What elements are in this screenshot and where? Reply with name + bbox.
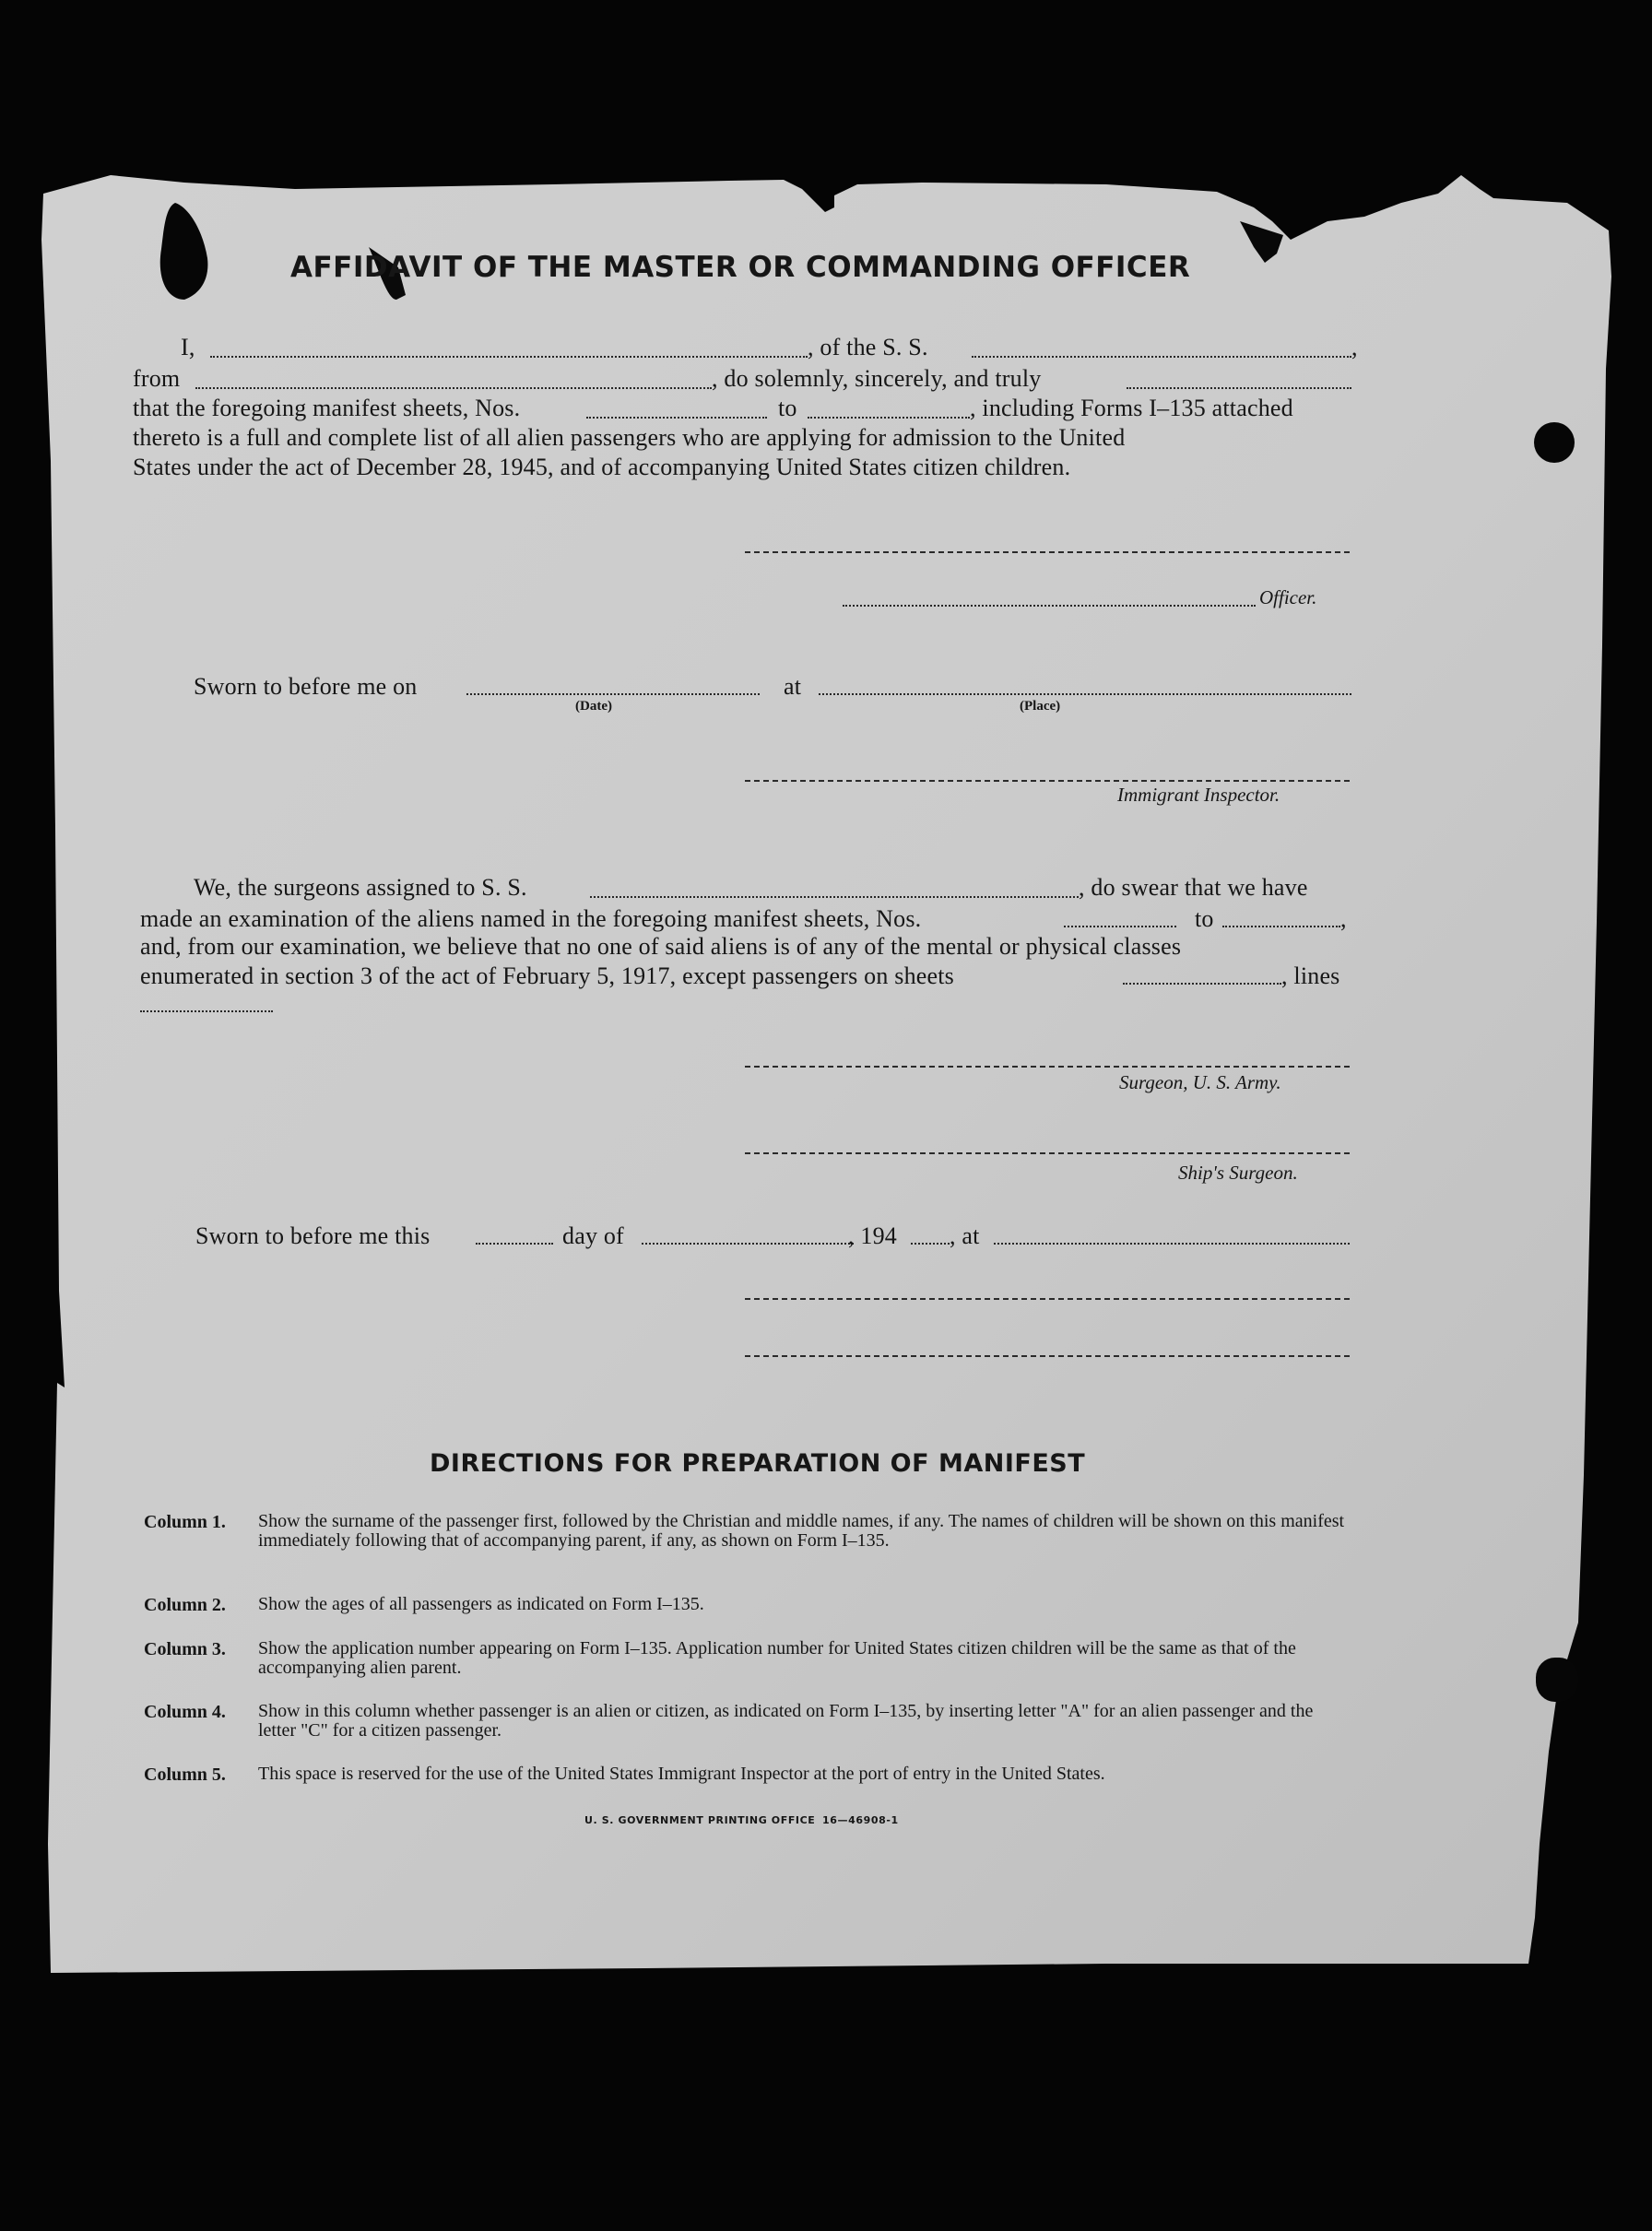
sworn-month-field[interactable] bbox=[642, 1243, 854, 1245]
direction-label-col4: Column 4. bbox=[144, 1702, 226, 1722]
affidavit-line1-mid: , of the S. S. bbox=[808, 334, 928, 360]
affidavit-title: AFFIDAVIT OF THE MASTER OR COMMANDING OFFICER bbox=[290, 251, 1191, 284]
officer-label: Officer. bbox=[1259, 586, 1317, 608]
ship-name-field[interactable] bbox=[972, 356, 1351, 358]
sworn-place-field[interactable] bbox=[819, 693, 1351, 695]
affidavit-line4: thereto is a full and complete list of all alien passengers who are applying for admission to the United bbox=[133, 424, 1126, 451]
surgeons-line1-start: We, the surgeons assigned to S. S. bbox=[194, 874, 527, 901]
surgeons-line2-to: to bbox=[1195, 905, 1214, 932]
surgeons-line2-start: made an examination of the aliens named in the foregoing manifest sheets, Nos. bbox=[140, 905, 922, 932]
direction-label-col5: Column 5. bbox=[144, 1765, 226, 1785]
sworn-at2-text: , at bbox=[950, 1222, 980, 1249]
inspector-signature-line[interactable] bbox=[745, 780, 1350, 782]
direction-text-col4: Show in this column whether passenger is an alien or citizen, as indicated on Form I–135, by inserting letter "A" for an alien passenger and the letter "C" for a citizen passenger. bbox=[258, 1701, 1314, 1741]
master-name-field[interactable] bbox=[210, 356, 808, 358]
sworn-year-text: , 194 bbox=[848, 1222, 897, 1249]
sheets-to-field[interactable] bbox=[808, 417, 970, 419]
affidavit-line3-start: that the foregoing manifest sheets, Nos. bbox=[133, 395, 521, 421]
ship-surgeon-signature-line[interactable] bbox=[745, 1152, 1350, 1154]
direction-label-col1: Column 1. bbox=[144, 1512, 226, 1532]
officer-signature-line-2[interactable] bbox=[843, 605, 1256, 607]
direction-label-col3: Column 3. bbox=[144, 1639, 226, 1659]
affidavit-line5: States under the act of December 28, 1945, and of accompanying United States citizen children. bbox=[133, 454, 1071, 480]
direction-text-col3: Show the application number appearing on Form I–135. Application number for United States citizen children will be the same as that of the accompanying alien parent. bbox=[258, 1638, 1296, 1678]
affidavit-line2-start: from bbox=[133, 365, 181, 392]
surgeons-line4-start: enumerated in section 3 of the act of February 5, 1917, except passengers on sheets bbox=[140, 962, 954, 989]
sworn-year-field[interactable] bbox=[911, 1243, 950, 1245]
surgeons-sheets-to-field[interactable] bbox=[1222, 926, 1340, 927]
sworn-before-text: Sworn to before me on bbox=[194, 673, 418, 700]
direction-text-col5: This space is reserved for the use of the United States Immigrant Inspector at the port of entry in the United States. bbox=[258, 1764, 1105, 1784]
gpo-imprint: U. S. GOVERNMENT PRINTING OFFICE bbox=[584, 1814, 816, 1826]
date-label: (Date) bbox=[575, 699, 612, 714]
punch-hole bbox=[1536, 1658, 1578, 1702]
officer-signature-line-1[interactable] bbox=[745, 551, 1350, 553]
affidavit-line1-end: , bbox=[1351, 334, 1358, 360]
officer2-signature-line-1[interactable] bbox=[745, 1298, 1350, 1300]
surgeon-us-army-label: Surgeon, U. S. Army. bbox=[1119, 1071, 1281, 1093]
ships-surgeon-label: Ship's Surgeon. bbox=[1178, 1162, 1298, 1184]
sworn-this-text: Sworn to before me this bbox=[195, 1222, 431, 1249]
surgeons-ship-field[interactable] bbox=[590, 896, 1079, 898]
direction-text-col2: Show the ages of all passengers as indicated on Form I–135. bbox=[258, 1594, 704, 1614]
sworn-at-text: at bbox=[784, 673, 802, 700]
except-lines-field[interactable] bbox=[140, 1010, 273, 1012]
except-sheets-field[interactable] bbox=[1123, 983, 1281, 985]
affidavit-line3-end: , including Forms I–135 attached bbox=[970, 395, 1293, 421]
directions-title: DIRECTIONS FOR PREPARATION OF MANIFEST bbox=[430, 1449, 1086, 1478]
sworn-place2-field[interactable] bbox=[994, 1243, 1350, 1245]
place-label: (Place) bbox=[1020, 699, 1061, 714]
affidavit-line3-to: to bbox=[778, 395, 797, 421]
direction-text-col1: Show the surname of the passenger first, followed by the Christian and middle names, if any. The names of children will be shown on this manifest immediately following that of accompanying parent, if any, as shown on Form I–135. bbox=[258, 1511, 1345, 1551]
sheets-from-field[interactable] bbox=[586, 417, 767, 419]
sworn-day-of-text: day of bbox=[562, 1222, 624, 1249]
surgeons-sheets-from-field[interactable] bbox=[1064, 926, 1176, 927]
affidavit-line2-mid: , do solemnly, sincerely, and truly bbox=[712, 365, 1042, 392]
immigrant-inspector-label: Immigrant Inspector. bbox=[1117, 784, 1280, 806]
surgeons-line4-end: , lines bbox=[1281, 962, 1340, 989]
officer2-signature-line-2[interactable] bbox=[745, 1355, 1350, 1357]
sworn-date-field[interactable] bbox=[466, 693, 760, 695]
sworn-day-field[interactable] bbox=[476, 1243, 553, 1245]
departure-port-field[interactable] bbox=[195, 387, 712, 389]
punch-hole bbox=[1534, 422, 1575, 463]
direction-label-col2: Column 2. bbox=[144, 1595, 226, 1615]
surgeons-line2-end: , bbox=[1340, 905, 1347, 932]
surgeons-line3: and, from our examination, we believe that no one of said aliens is of any of the mental or physical classes bbox=[140, 933, 1182, 960]
army-surgeon-signature-line[interactable] bbox=[745, 1066, 1350, 1068]
affidavit-line2-trailing-field[interactable] bbox=[1127, 387, 1351, 389]
form-code: 16—46908-1 bbox=[822, 1814, 899, 1826]
surgeons-line1-end: , do swear that we have bbox=[1079, 874, 1308, 901]
affidavit-line1-start: I, bbox=[181, 334, 195, 360]
